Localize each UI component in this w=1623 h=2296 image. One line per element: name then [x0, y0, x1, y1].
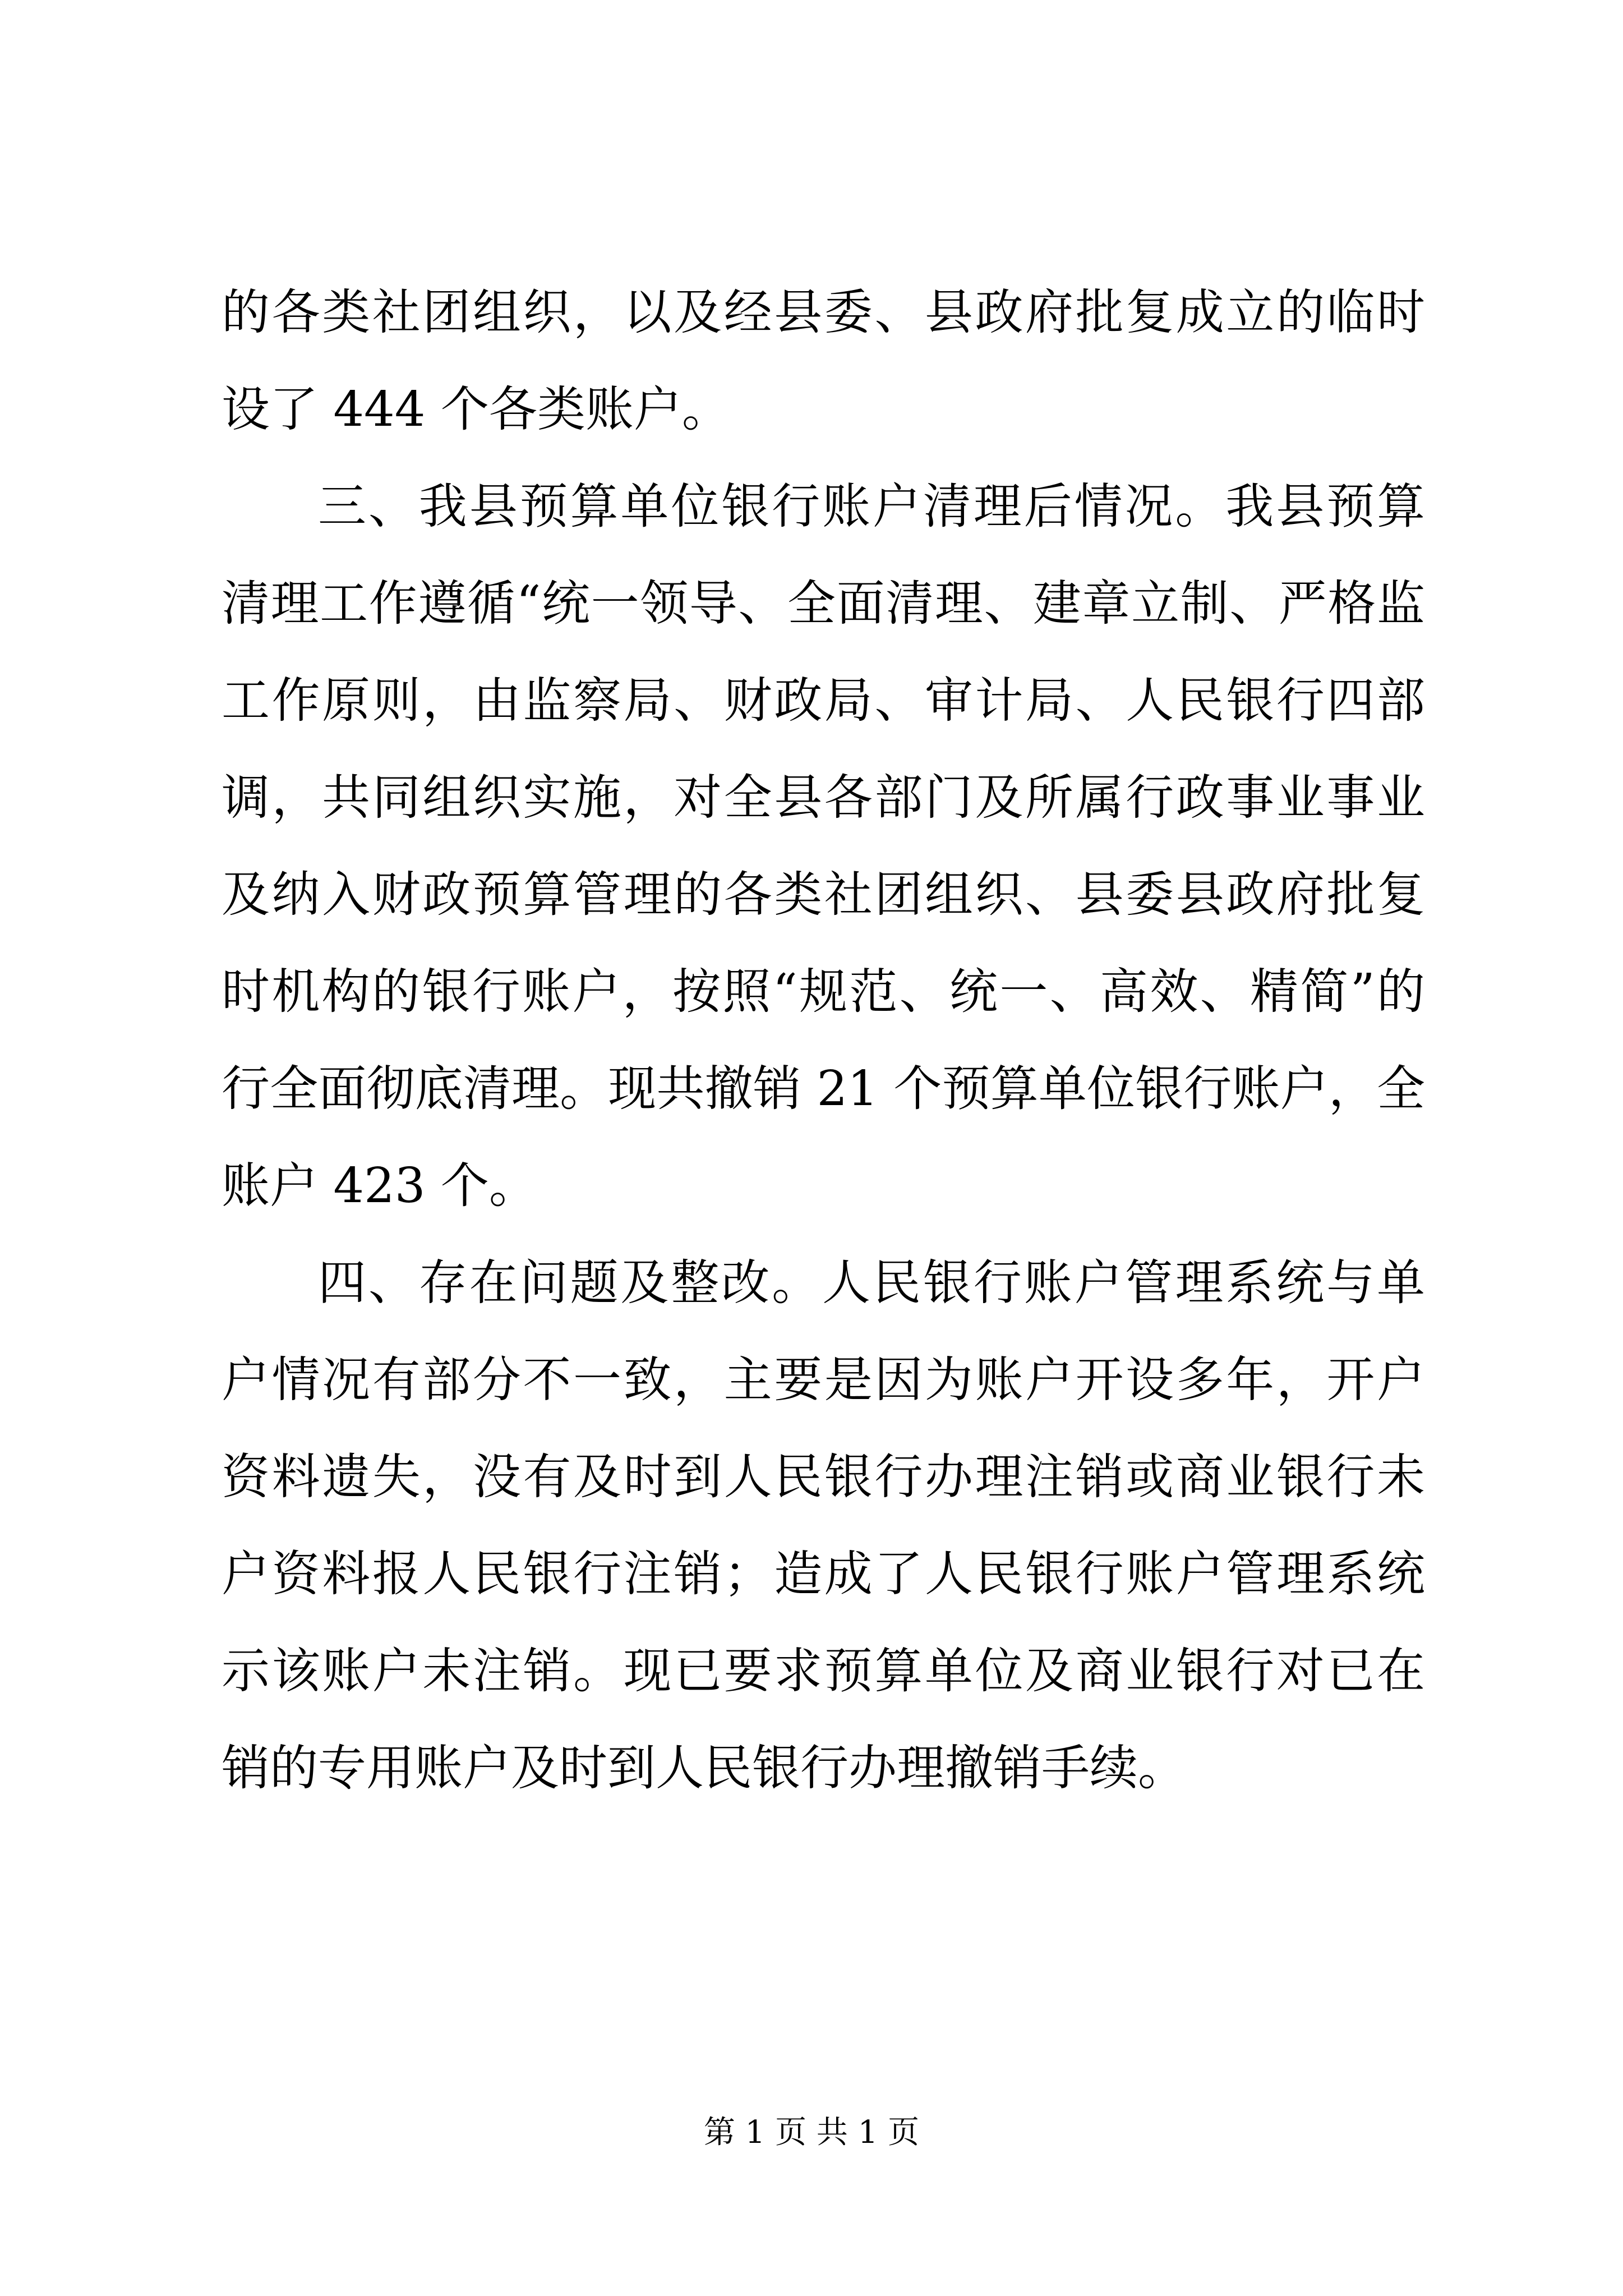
paragraph-section-three	[222, 458, 1425, 1235]
text-line: 行全面彻底清理。现共撤销 21 个预算单位银行账户，全	[222, 1061, 1425, 1117]
text-line: 的各类社团组织，以及经县委、县政府批复成立的临时	[222, 284, 1425, 341]
text-line: 销的专用账户及时到人民银行办理撤销手续。	[222, 1740, 1186, 1796]
text-line: 示该账户未注销。现已要求预算单位及商业银行对已在	[222, 1643, 1425, 1699]
page-number-footer: 第 1 页 共 1 页	[703, 2114, 920, 2151]
text-line: 及纳入财政预算管理的各类社团组织、县委县政府批复	[222, 867, 1425, 923]
text-line: 清理工作遵循“统一领导、全面清理、建章立制、严格监	[222, 576, 1425, 632]
text-line: 三、我县预算单位银行账户清理后情况。我县预算	[318, 478, 1425, 535]
paragraph-section-four	[222, 1235, 1425, 1817]
text-line: 账户 423 个。	[222, 1158, 537, 1214]
text-line: 四、存在问题及整改。人民银行账户管理系统与单	[318, 1255, 1425, 1311]
text-line: 户情况有部分不一致，主要是因为账户开设多年，开户	[222, 1352, 1425, 1408]
text-line: 时机构的银行账户，按照“规范、统一、高效、精简”的	[222, 964, 1425, 1020]
text-line: 调，共同组织实施，对全县各部门及所属行政事业事业	[222, 770, 1425, 826]
paragraph-accounts-opened	[222, 264, 1425, 458]
document-body	[222, 264, 1425, 1817]
text-line: 工作原则，由监察局、财政局、审计局、人民银行四部	[222, 673, 1425, 729]
text-line: 设了 444 个各类账户。	[222, 381, 730, 438]
text-line: 资料遗失，没有及时到人民银行办理注销或商业银行未	[222, 1449, 1425, 1505]
text-line: 户资料报人民银行注销；造成了人民银行账户管理系统	[222, 1546, 1425, 1602]
